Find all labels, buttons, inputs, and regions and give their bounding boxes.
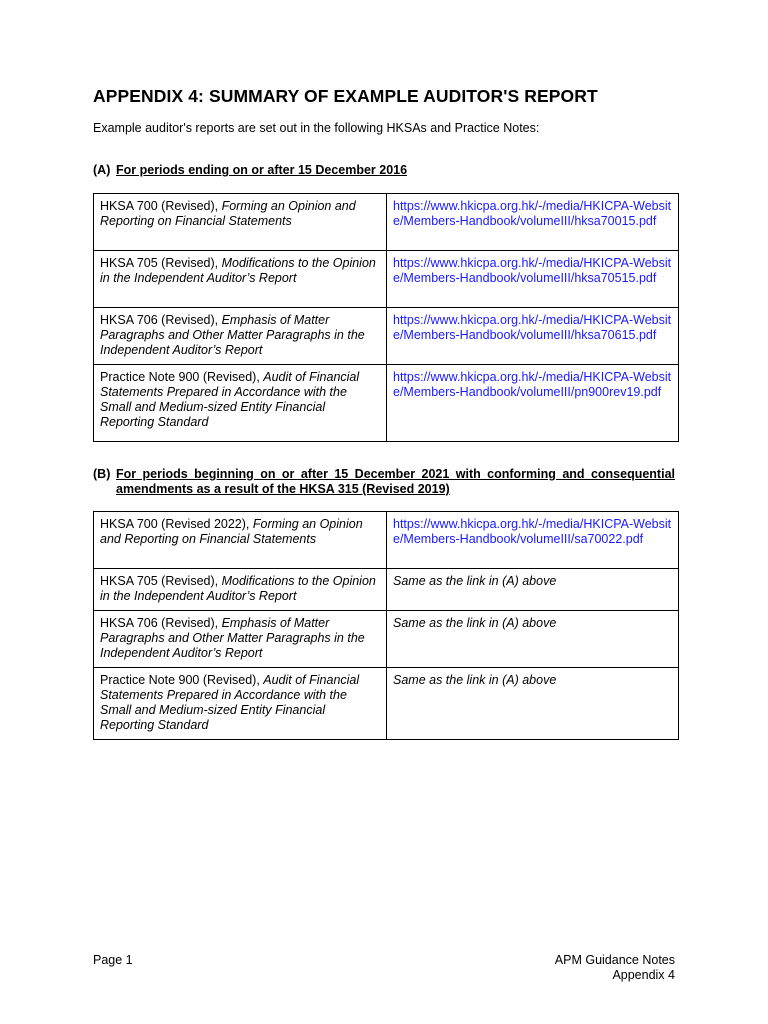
intro-paragraph: Example auditor's reports are set out in the following HKSAs and Practice Notes: [93, 121, 540, 135]
standard-cell [94, 308, 387, 365]
standard-cell [94, 251, 387, 308]
table-row [94, 512, 679, 569]
standard-title: Modifications to the Opinion in the Independent Auditor’s Report [100, 256, 376, 285]
standard-cell [94, 512, 387, 569]
table-row [94, 251, 679, 308]
footer-doc-info [555, 953, 675, 983]
section-a-heading-text: For periods ending on or after 15 December 2016 [116, 163, 408, 177]
standard-name: Practice Note 900 (Revised), [100, 673, 264, 687]
link-cell [387, 512, 679, 569]
standard-title: Modifications to the Opinion in the Independent Auditor’s Report [100, 574, 376, 603]
section-b-letter: (B) [93, 467, 111, 481]
section-a-table [93, 193, 679, 442]
standard-title: Audit of Financial Statements Prepared in Accordance with the Small and Medium-sized Entity Financial Reporting Standard [100, 370, 360, 429]
section-a-letter: (A) [93, 163, 111, 177]
reference-link[interactable]: https://www.hkicpa.org.hk/-/media/HKICPA-Website/Members-Handbook/volumeIII/hksa70615.pdf [393, 313, 672, 342]
standard-title: Forming an Opinion and Reporting on Financial Statements [100, 199, 356, 228]
note-cell [387, 668, 679, 740]
standard-name: HKSA 705 (Revised), [100, 256, 222, 270]
link-cell [387, 365, 679, 442]
table-row [94, 569, 679, 611]
same-as-above-note: Same as the link in (A) above [393, 574, 557, 588]
standard-name: HKSA 705 (Revised), [100, 574, 222, 588]
link-cell [387, 308, 679, 365]
table-row [94, 365, 679, 442]
section-b-heading [93, 467, 675, 497]
standard-title: Emphasis of Matter Paragraphs and Other Matter Paragraphs in the Independent Auditor’s Report [100, 313, 365, 357]
standard-cell [94, 668, 387, 740]
table-row [94, 308, 679, 365]
standard-cell [94, 365, 387, 442]
note-cell [387, 569, 679, 611]
table-row [94, 611, 679, 668]
section-b-table [93, 511, 679, 740]
section-a-heading [93, 163, 675, 178]
table-row [94, 668, 679, 740]
note-cell [387, 611, 679, 668]
section-b-heading-text: For periods beginning on or after 15 December 2021 with conforming and consequential amendments as a result of the HKSA 315 (Revised 2019) [116, 467, 675, 496]
same-as-above-note: Same as the link in (A) above [393, 673, 557, 687]
standard-cell [94, 611, 387, 668]
footer-appendix-label: Appendix 4 [612, 968, 675, 982]
standard-name: HKSA 706 (Revised), [100, 313, 222, 327]
standard-cell [94, 194, 387, 251]
reference-link[interactable]: https://www.hkicpa.org.hk/-/media/HKICPA-Website/Members-Handbook/volumeIII/hksa70515.pdf [393, 256, 672, 285]
standard-title: Emphasis of Matter Paragraphs and Other Matter Paragraphs in the Independent Auditor’s Report [100, 616, 365, 660]
page-title: APPENDIX 4: SUMMARY OF EXAMPLE AUDITOR'S REPORT [93, 86, 598, 106]
reference-link[interactable]: https://www.hkicpa.org.hk/-/media/HKICPA-Website/Members-Handbook/volumeIII/hksa70015.pdf [393, 199, 672, 228]
standard-title: Audit of Financial Statements Prepared in Accordance with the Small and Medium-sized Entity Financial Reporting Standard [100, 673, 360, 732]
footer-doc-title: APM Guidance Notes [554, 953, 675, 967]
link-cell [387, 194, 679, 251]
link-cell [387, 251, 679, 308]
standard-name: HKSA 700 (Revised), [100, 199, 222, 213]
same-as-above-note: Same as the link in (A) above [393, 616, 557, 630]
standard-cell [94, 569, 387, 611]
reference-link[interactable]: https://www.hkicpa.org.hk/-/media/HKICPA-Website/Members-Handbook/volumeIII/pn900rev19.pdf [393, 370, 672, 399]
standard-name: HKSA 706 (Revised), [100, 616, 222, 630]
table-row [94, 194, 679, 251]
reference-link[interactable]: https://www.hkicpa.org.hk/-/media/HKICPA-Website/Members-Handbook/volumeIII/sa70022.pdf [393, 517, 672, 546]
standard-title: Forming an Opinion and Reporting on Financial Statements [100, 517, 363, 546]
standard-name: HKSA 700 (Revised 2022), [100, 517, 253, 531]
page-number: Page 1 [93, 953, 133, 967]
standard-name: Practice Note 900 (Revised), [100, 370, 264, 384]
